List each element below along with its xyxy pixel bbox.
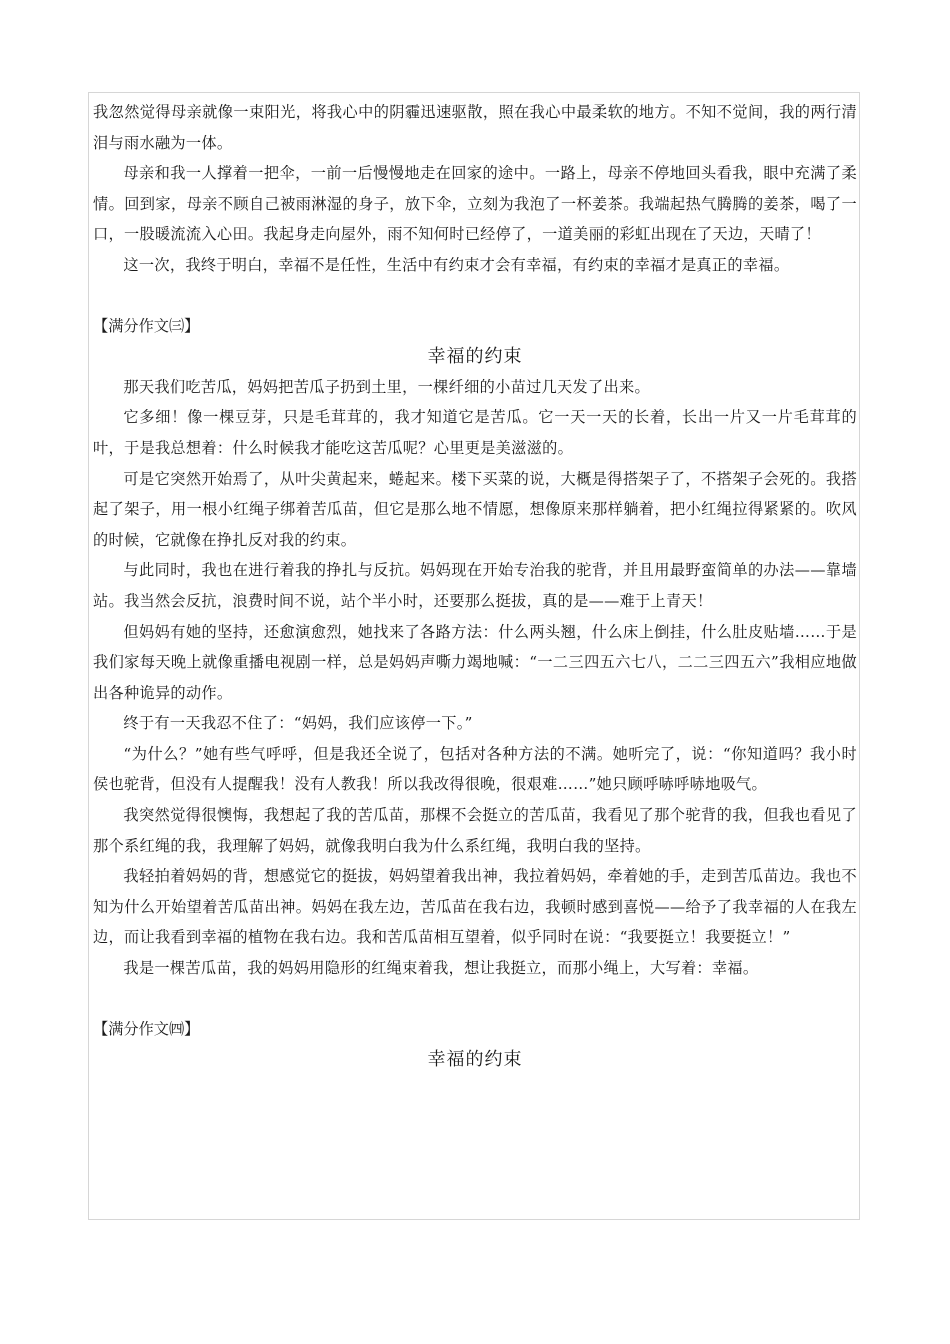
- page-frame: [88, 92, 860, 1220]
- essay-title: 幸福的约束: [427, 1048, 523, 1070]
- paragraph: 我突然觉得很懊悔，我想起了我的苦瓜苗，那棵不会挺立的苦瓜苗，我看见了那个驼背的我，但我也看见了那个系红绳的我，我理解了妈妈，就像我明白我为什么系红绳，我明白我的坚持。: [93, 806, 857, 855]
- spacer: [93, 984, 857, 1015]
- paragraph: 这一次，我终于明白，幸福不是任性，生活中有约束才会有幸福，有约束的幸福才是真正的幸福。: [123, 255, 790, 274]
- paragraph: 我是一棵苦瓜苗，我的妈妈用隐形的红绳束着我，想让我挺立，而那小绳上，大写着：幸福。: [123, 959, 759, 978]
- paragraph: 与此同时，我也在进行着我的挣扎与反抗。妈妈现在开始专治我的驼背，并且用最野蛮简单的办法——靠墙站。我当然会反抗，浪费时间不说，站个半小时，还要那么挺拔，真的是——难于上青天！: [93, 561, 857, 610]
- essay-title: 幸福的约束: [427, 345, 523, 367]
- paragraph: 可是它突然开始焉了，从叶尖黄起来，蜷起来。楼下买菜的说，大概是得搭架子了，不搭架子会死的。我搭起了架子，用一根小红绳子绑着苦瓜苗，但它是那么地不情愿，想像原来那样躺着，把小红绳拉得紧紧的。吹风的时候，它就像在挣扎反对我的约束。: [93, 469, 857, 549]
- paragraph: 那天我们吃苦瓜，妈妈把苦瓜子扔到土里，一棵纤细的小苗过几天发了出来。: [123, 377, 650, 396]
- paragraph: 母亲和我一人撑着一把伞，一前一后慢慢地走在回家的途中。一路上，母亲不停地回头看我，眼中充满了柔情。回到家，母亲不顾自己被雨淋湿的身子，放下伞，立刻为我泡了一杯姜茶。我端起热气腾腾的姜茶，喝了一口，一股暖流流入心田。我起身走向屋外，雨不知何时已经停了，一道美丽的彩虹出现在了天边，天晴了！: [93, 164, 857, 244]
- section-label: 【满分作文㈢】: [93, 317, 200, 336]
- paragraph: 我忽然觉得母亲就像一束阳光，将我心中的阴霾迅速驱散，照在我心中最柔软的地方。不知不觉间，我的两行清泪与雨水融为一体。: [93, 103, 857, 152]
- paragraph: “为什么？”她有些气呼呼，但是我还全说了，包括对各种方法的不满。她听完了，说：“你知道吗？我小时侯也驼背，但没有人提醒我！没有人教我！所以我改得很晚，很艰难……”她只顾呼哧呼哧地吸气。: [93, 744, 857, 794]
- paragraph: 我轻拍着妈妈的背，想感觉它的挺拔，妈妈望着我出神，我拉着妈妈，牵着她的手，走到苦瓜苗边。我也不知为什么开始望着苦瓜苗出神。妈妈在我左边，苦瓜苗在我右边，我顿时感到喜悦——给予了我幸福的人在我左边，而让我看到幸福的植物在我右边。我和苦瓜苗相互望着，似乎同时在说：“我要挺立！我要挺立！”: [93, 867, 857, 947]
- paragraph: 终于有一天我忍不住了：“妈妈，我们应该停一下。”: [123, 714, 473, 733]
- spacer: [93, 281, 857, 312]
- section-label: 【满分作文㈣】: [93, 1020, 200, 1039]
- document-body: [93, 97, 857, 1075]
- paragraph: 但妈妈有她的坚持，还愈演愈烈，她找来了各路方法：什么两头翘，什么床上倒挂，什么肚皮贴墙……于是我们家每天晚上就像重播电视剧一样，总是妈妈声嘶力竭地喊：“一二三四五六七八，二二三四五六”我相应地做出各种诡异的动作。: [93, 622, 857, 702]
- paragraph: 它多细！像一棵豆芽，只是毛茸茸的，我才知道它是苦瓜。它一天一天的长着，长出一片又一片毛茸茸的叶，于是我总想着：什么时候我才能吃这苦瓜呢？心里更是美滋滋的。: [93, 408, 857, 457]
